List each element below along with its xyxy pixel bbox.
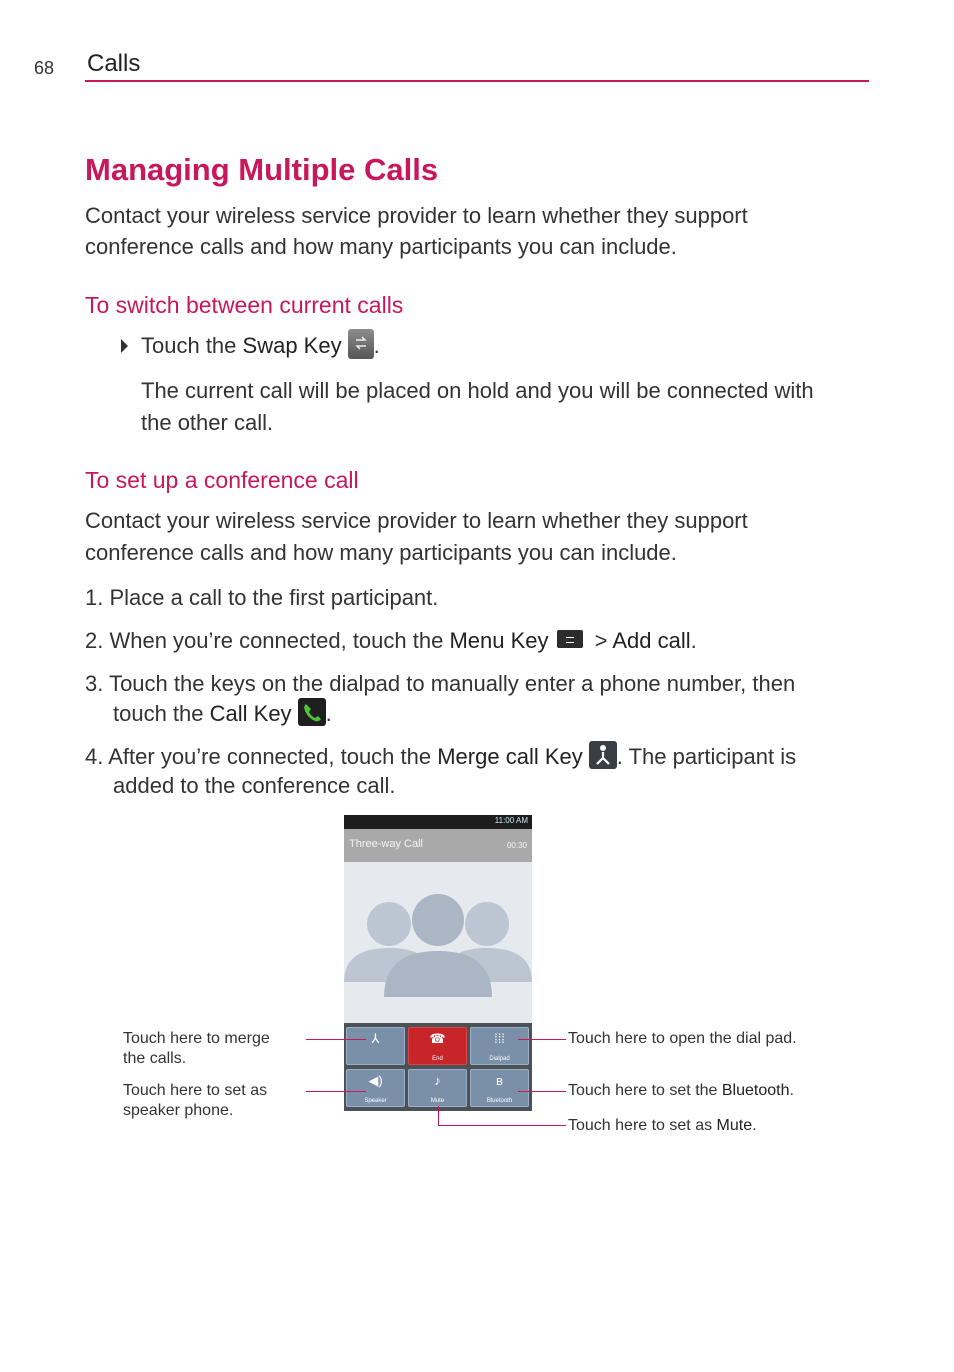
phone-screenshot — [344, 815, 532, 1111]
step3-prefix: touch the — [113, 701, 210, 726]
bluetooth-label: Bluetooth — [486, 1098, 513, 1104]
bluetooth-icon: ʙ — [496, 1073, 503, 1088]
conference-heading: To set up a conference call — [85, 467, 359, 493]
switch-note-line-1: The current call will be placed on hold and you will be connected with — [141, 378, 814, 403]
end-call-label: End — [432, 1056, 443, 1062]
mute-callout-prefix: Touch here to set as — [568, 1117, 717, 1134]
status-bar — [344, 815, 532, 829]
page-number: 68 — [34, 58, 55, 78]
section-title: Calls — [87, 50, 141, 77]
bullet-arrow-icon — [121, 339, 128, 353]
mute-callout-line-vertical — [438, 1106, 439, 1126]
end-call-button[interactable] — [408, 1027, 467, 1065]
page-title: Managing Multiple Calls — [85, 152, 439, 187]
add-call-label: Add call — [612, 628, 691, 653]
step3-suffix: . — [325, 701, 332, 726]
merge-callout — [123, 1029, 270, 1069]
merge-call-key-icon — [589, 741, 617, 769]
menu-key-icon — [557, 630, 583, 648]
swap-key-label: Swap Key — [242, 333, 342, 358]
dialpad-label: Dialpad — [489, 1056, 510, 1062]
dialpad-callout-line — [518, 1039, 566, 1040]
speaker-callout-line — [306, 1091, 366, 1092]
conference-step-4-line-1 — [85, 741, 796, 772]
step2-prefix: 2. When you’re connected, touch the — [85, 628, 450, 653]
step4-prefix: 4. After you’re connected, touch the — [85, 744, 438, 769]
switch-step — [141, 330, 380, 362]
merge-call-key-label: Merge call Key — [437, 744, 583, 769]
contacts-avatar-area — [344, 862, 532, 1026]
dialpad-callout: Touch here to open the dial pad. — [568, 1030, 797, 1047]
speaker-callout-line-1: Touch here to set as — [123, 1082, 268, 1099]
mute-callout-suffix: . — [752, 1117, 757, 1134]
switch-step-prefix: Touch the — [141, 333, 243, 358]
status-time: 11:00 AM — [494, 816, 528, 825]
intro-line-2: conference calls and how many participants you can include. — [85, 234, 677, 259]
mute-label: Mute — [430, 1098, 445, 1104]
bluetooth-callout-line — [518, 1091, 566, 1092]
dialpad-icon: ⁞⁞⁞ — [494, 1031, 505, 1046]
step2-suffix: . — [690, 628, 697, 653]
mute-callout-term: Mute — [716, 1117, 753, 1134]
switch-note-line-2: the other call. — [141, 410, 274, 435]
speaker-button[interactable] — [346, 1069, 405, 1107]
conference-step-4-line-2: added to the conference call. — [113, 773, 396, 798]
conference-intro-line-2: conference calls and how many participants you can include. — [85, 540, 677, 565]
conference-step-3-line-2 — [113, 698, 332, 729]
conference-step-3-line-1: 3. Touch the keys on the dialpad to manually enter a phone number, then — [85, 671, 796, 696]
conference-step-1: 1. Place a call to the first participant. — [85, 585, 439, 610]
mute-button[interactable] — [408, 1069, 467, 1107]
speaker-icon: ◀) — [368, 1073, 383, 1088]
bluetooth-callout-suffix: . — [789, 1082, 794, 1099]
mute-icon: ♪ — [434, 1073, 441, 1088]
bluetooth-callout-prefix: Touch here to set the — [568, 1082, 722, 1099]
bluetooth-button[interactable] — [470, 1069, 529, 1107]
end-call-icon: ☎ — [429, 1031, 446, 1046]
call-key-icon — [298, 698, 326, 726]
merge-icon: ⅄ — [371, 1031, 380, 1046]
conference-intro-line-1: Contact your wireless service provider to learn whether they support — [85, 508, 748, 533]
step2-mid: > — [588, 628, 613, 653]
menu-key-label: Menu Key — [449, 628, 549, 653]
speaker-label: Speaker — [364, 1098, 387, 1104]
merge-calls-button[interactable] — [346, 1027, 405, 1065]
bluetooth-callout — [568, 1081, 794, 1101]
switch-heading: To switch between current calls — [85, 292, 404, 318]
merge-callout-line-2: the calls. — [123, 1050, 187, 1067]
call-title: Three-way Call — [349, 838, 423, 850]
bluetooth-callout-term: Bluetooth — [721, 1082, 790, 1099]
swap-key-icon — [348, 329, 374, 359]
speaker-callout-line-2: speaker phone. — [123, 1102, 234, 1119]
merge-callout-line — [306, 1039, 366, 1040]
call-timer: 00:30 — [506, 841, 527, 850]
dialpad-button[interactable] — [470, 1027, 529, 1065]
header-rule — [85, 80, 869, 82]
switch-step-suffix: . — [373, 333, 380, 358]
conference-step-2 — [85, 625, 697, 656]
call-key-label: Call Key — [209, 701, 292, 726]
group-avatar-icon — [344, 862, 532, 1026]
call-button-panel — [344, 1023, 532, 1111]
mute-callout-line-horizontal — [438, 1125, 566, 1126]
mute-callout — [568, 1116, 757, 1136]
step4-suffix: . The participant is — [616, 744, 797, 769]
call-header — [344, 829, 532, 862]
intro-line-1: Contact your wireless service provider to learn whether they support — [85, 203, 748, 228]
speaker-callout — [123, 1081, 267, 1121]
merge-callout-line-1: Touch here to merge — [123, 1030, 270, 1047]
